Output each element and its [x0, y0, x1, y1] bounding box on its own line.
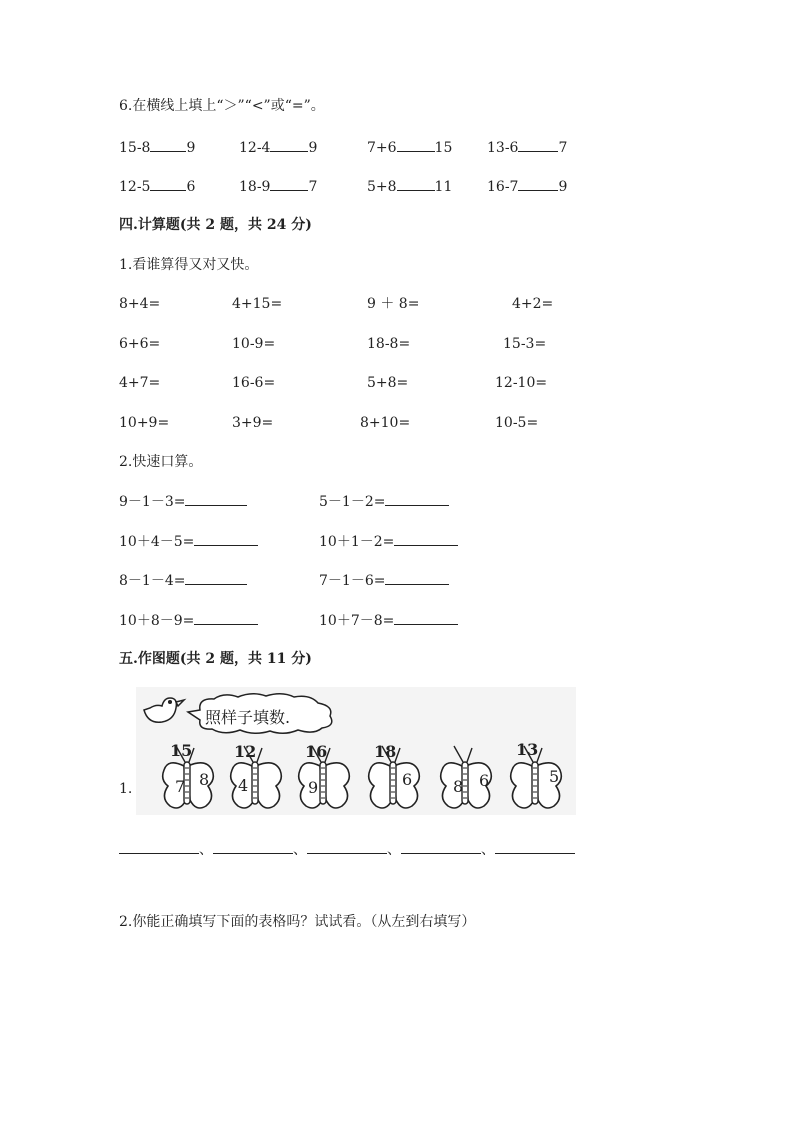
- answer-blank[interactable]: [185, 492, 247, 506]
- butterfly-6-right: 5: [549, 767, 560, 786]
- butterfly-5-right: 6: [479, 771, 490, 790]
- answer-blank[interactable]: [119, 840, 199, 854]
- q6-item: 5+8 11: [367, 179, 453, 195]
- section4-q1-title: 1.看谁算得又对又快。: [119, 257, 259, 273]
- expression: 15-3=: [503, 336, 547, 352]
- butterfly-4-right: 6: [402, 770, 413, 789]
- butterflies-drawing: [150, 738, 570, 814]
- butterfly-2-left: 4: [238, 776, 249, 795]
- q6-item: 16-7 9: [487, 179, 568, 195]
- answer-blank[interactable]: [495, 840, 575, 854]
- answer-blank[interactable]: [270, 177, 308, 191]
- expression: 16-6=: [232, 375, 276, 391]
- mental-math-item: 10＋1－2=: [319, 532, 458, 551]
- expression: 4+15=: [232, 296, 283, 312]
- answer-blank[interactable]: [150, 177, 186, 191]
- butterfly-4-top: 18: [374, 742, 397, 761]
- q6-title: 6.在横线上填上“＞”“<”或“=”。: [119, 98, 325, 114]
- butterfly-1-top: 15: [170, 741, 193, 760]
- answer-blank[interactable]: [394, 611, 458, 625]
- answer-blank[interactable]: [518, 177, 558, 191]
- butterfly-6-top: 13: [516, 740, 539, 759]
- expression: 4+2=: [512, 296, 554, 312]
- mental-math-item: 7－1－6=: [319, 571, 449, 590]
- answer-blank[interactable]: [185, 571, 247, 585]
- expression: 3+9=: [232, 415, 274, 431]
- expression: 8+4=: [119, 296, 161, 312]
- expression: 10-5=: [495, 415, 539, 431]
- answer-blank[interactable]: [307, 840, 387, 854]
- expression: 9 ＋ 8=: [367, 296, 420, 312]
- section5-q2-title: 2.你能正确填写下面的表格吗？试试看。（从左到右填写）: [119, 914, 476, 930]
- section5-q1-number: 1.: [119, 781, 133, 797]
- butterfly-3-left: 9: [308, 778, 319, 797]
- bird-speech-text: 照样子填数.: [205, 708, 291, 727]
- answer-blank[interactable]: [394, 532, 458, 546]
- mental-math-item: 5－1－2=: [319, 492, 449, 511]
- answer-blank[interactable]: [397, 138, 435, 152]
- mental-math-item: 10＋4－5=: [119, 532, 258, 551]
- mental-math-item: 8－1－4=: [119, 571, 247, 590]
- answer-blank[interactable]: [270, 138, 308, 152]
- q6-item: 13-6 7: [487, 140, 568, 156]
- q6-item: 12-5 6: [119, 179, 196, 195]
- expression: 10-9=: [232, 336, 276, 352]
- mental-math-item: 10＋8－9=: [119, 611, 258, 630]
- q6-item: 15-8 9: [119, 140, 196, 156]
- expression: 5+8=: [367, 375, 409, 391]
- answer-blank[interactable]: [397, 177, 435, 191]
- expression: 4+7=: [119, 375, 161, 391]
- mental-math-item: 10＋7－8=: [319, 611, 458, 630]
- q6-item: 18-9 7: [239, 179, 318, 195]
- butterfly-3-top: 16: [305, 742, 328, 761]
- expression: 8+10=: [360, 415, 411, 431]
- answer-blank[interactable]: [194, 532, 258, 546]
- mental-math-item: 9－1－3=: [119, 492, 247, 511]
- q6-item: 12-4 9: [239, 140, 318, 156]
- answer-blank[interactable]: [385, 492, 449, 506]
- bird-icon: [144, 698, 184, 722]
- expression: 10+9=: [119, 415, 170, 431]
- answer-blank[interactable]: [401, 840, 481, 854]
- answer-blank[interactable]: [385, 571, 449, 585]
- section4-title: 四.计算题(共 2 题，共 24 分): [119, 217, 312, 233]
- section5-title: 五.作图题(共 2 题，共 11 分): [119, 651, 312, 667]
- section4-q2-title: 2.快速口算。: [119, 454, 203, 470]
- butterfly-5-left: 8: [453, 777, 464, 796]
- answer-blank[interactable]: [518, 138, 558, 152]
- butterfly-1-right: 8: [199, 770, 210, 789]
- butterfly-2-top: 12: [234, 742, 257, 761]
- butterfly-answer-row: 、 、 、 、: [119, 840, 575, 859]
- expression: 12-10=: [495, 375, 548, 391]
- expression: 18-8=: [367, 336, 411, 352]
- answer-blank[interactable]: [150, 138, 186, 152]
- expression: 6+6=: [119, 336, 161, 352]
- butterfly-1-left: 7: [175, 777, 186, 796]
- answer-blank[interactable]: [213, 840, 293, 854]
- answer-blank[interactable]: [194, 611, 258, 625]
- q6-item: 7+6 15: [367, 140, 453, 156]
